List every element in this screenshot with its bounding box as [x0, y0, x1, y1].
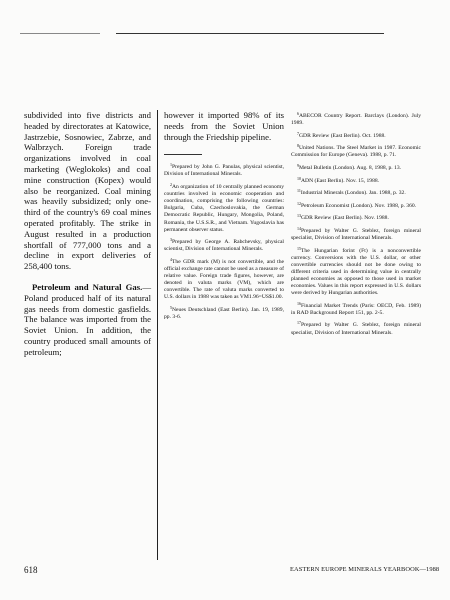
footnote-number: 4 [170, 256, 172, 262]
footnote-text: Prepared by John G. Panulas, physical scientist, Division of International Minerals. [164, 164, 284, 178]
running-footer: EASTERN EUROPE MINERALS YEARBOOK—1988 [290, 566, 440, 573]
footnote-text: GDR Review (East Berlin). Oct. 1988. [299, 132, 386, 139]
footnote-number: 2 [170, 182, 172, 188]
footnotes-middle [164, 161, 284, 321]
footnote-rule [164, 154, 202, 155]
footnote-number: 3 [170, 237, 172, 243]
footnote [291, 162, 421, 172]
footnote-text: United Nations. The Steel Market in 1987. Economic Commission for Europe (Geneva). 1988, p. 71. [291, 145, 421, 159]
footnote [164, 161, 284, 178]
footnote-number: 11 [297, 188, 301, 194]
column-right [291, 110, 421, 339]
footnote [291, 110, 421, 127]
footnote-text: Prepared by Walter G. Steblez, foreign mineral specialist, Division of International Minerals. [291, 227, 421, 242]
footnote [291, 245, 421, 298]
footnote [291, 175, 421, 185]
footnote-text: The GDR mark (M) is not convertible, and the official exchange rate cannot be used as a measure of relative value. Foreign trade figures, however, are denoted in valuta marks (VM), which are convertible. The rate of valuta marks converted to U.S. dollars in 1988 was taken as VM1.96=US$1.00. [164, 258, 284, 301]
top-rule [116, 33, 384, 34]
footnote-number: 15 [297, 245, 301, 251]
footnote-text: Prepared by George A. Rabchevsky, physical scientist, Division of International Minerals. [164, 239, 284, 253]
column-divider [157, 110, 158, 560]
pipeline-paragraph: however it imported 98% of its needs from the Soviet Union through the Friedship pipeline. [164, 110, 284, 142]
footnote-text: GDR Review (East Berlin). Nov. 1988. [301, 215, 389, 222]
footnote [164, 181, 284, 234]
footnote [291, 212, 421, 222]
petroleum-paragraph [24, 282, 151, 358]
footnote-number: 10 [297, 175, 301, 181]
footnote [164, 256, 284, 302]
footnote-number: 16 [297, 300, 301, 306]
footnote-text: ABECOR Country Report. Barclays (London). July 1989. [291, 113, 421, 127]
footnote-text: An organization of 10 centrally planned economy countries involved in economic cooperation and coordination, comprising the following countries: Bulgaria, Cuba, Czechoslovakia, the German Democratic Republic, Hungary, Mongolia, Poland, Romania, the U.S.S.R., and Vietnam. Yugoslavia has permanent observer status. [164, 184, 284, 233]
footnote-number: 9 [297, 162, 299, 168]
top-left-rule [20, 33, 100, 34]
footnote [164, 236, 284, 253]
footnote [291, 130, 421, 140]
footnote [291, 200, 421, 210]
coal-paragraph: subdivided into five districts and headed by directorates at Katowice, Jastrzebie, Sosnowiec, Zabrze, and Walbrzych. Foreign trade organizations involved in coal marketing (Weglokoks) and coal mine construction (Kopex) would also be reorganized. Coal mining was heavily subsidized; only one-third of the country's 69 coal mines operated profitably. The strike in August resulted in a production shortfall of 777,000 tons and a decline in export deliveries of 258,400 tons. [24, 110, 151, 272]
page-number: 618 [24, 565, 38, 575]
footnote-text: ADN (East Berlin). Nov. 15, 1988. [301, 177, 380, 184]
column-middle [164, 110, 284, 324]
footnote-number: 12 [297, 200, 301, 206]
footnote [164, 304, 284, 321]
footnote-number: 13 [297, 213, 301, 219]
footnote [291, 300, 421, 317]
footnote [291, 187, 421, 197]
footnote-text: Industrial Minerals (London). Jan. 1988, p. 32. [300, 190, 406, 197]
petroleum-text: —Poland produced half of its natural gas needs from domestic gasfields. The balance was imported from the Soviet Union. In addition, the country produced small amounts of petroleum; [24, 281, 151, 357]
footnote-text: Financial Market Trends (Paris: OECD, Feb. 1989) in RAD Background Report 151, pp. 2-5. [291, 302, 421, 316]
footnote [291, 142, 421, 159]
footnote-number: 8 [297, 143, 299, 149]
footnote-number: 14 [297, 225, 301, 231]
footnote-number: 1 [170, 162, 172, 168]
footnote-text: Metal Bulletin (London). Aug. 8, 1988, p. 13. [299, 164, 402, 171]
footnote-number: 5 [170, 304, 172, 310]
footnote-text: Prepared by Walter G. Steblez, foreign mineral specialist, Division of International Minerals. [291, 322, 421, 336]
footnote-text: Petroleum Economist (London). Nov. 1988, p. 360. [301, 202, 417, 209]
column-left [24, 110, 151, 358]
footnotes-right [291, 110, 421, 337]
footnote-number: 7 [297, 130, 299, 136]
footnote-number: 6 [297, 111, 299, 116]
footnote-number: 17 [297, 320, 301, 326]
footnote-text: The Hungarian forint (Ft) is a nonconvertible currency. Conversions with the U.S. dollar, or other convertible currencies should not be done owing to different criteria used in determining value in centrally planned economies as opposed to those used in market economies. Values in this report expressed in U.S. dollars were derived by Hungarian authorities. [291, 247, 421, 297]
section-heading: Petroleum and Natural Gas. [32, 281, 143, 292]
footnote-text: Neues Deutschland (East Berlin). Jan. 19, 1989, pp. 3-6. [164, 306, 284, 321]
footnote [291, 225, 421, 242]
footnote [291, 319, 421, 336]
